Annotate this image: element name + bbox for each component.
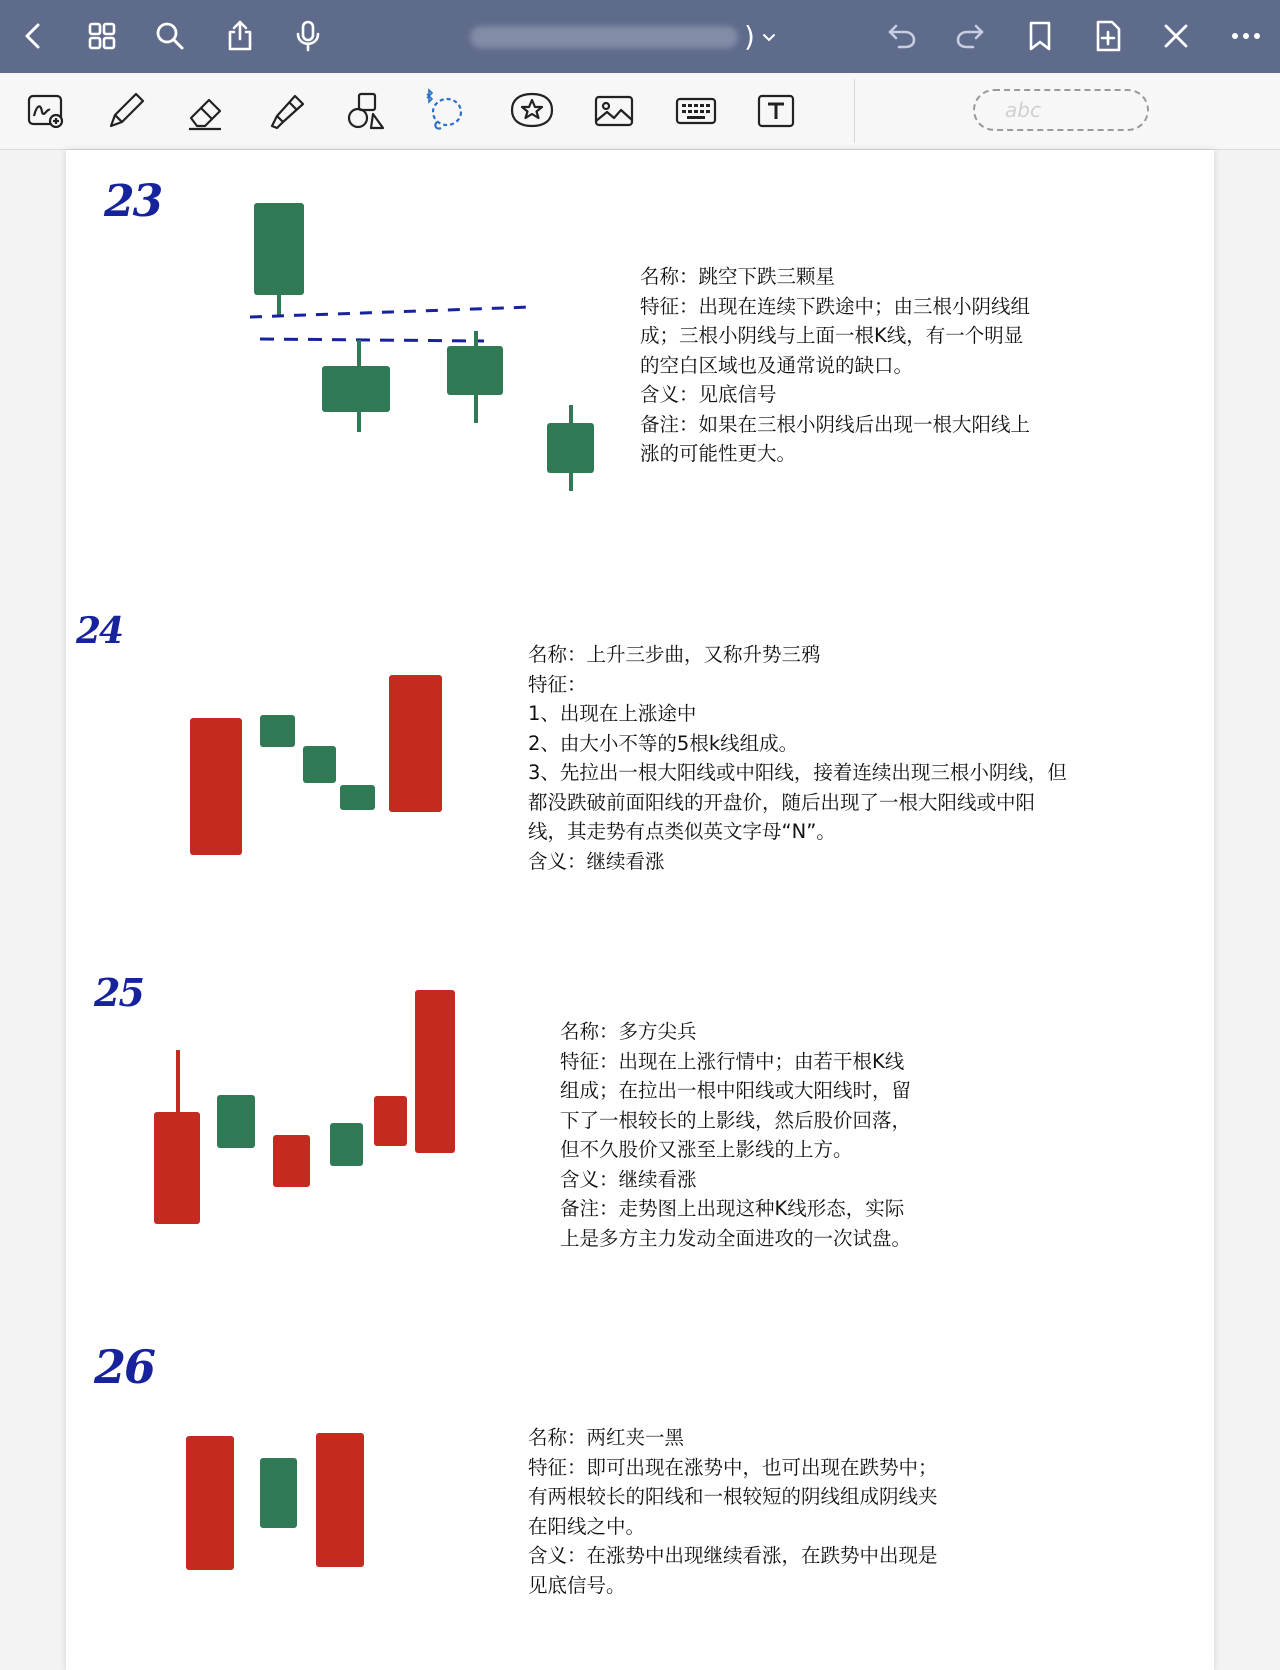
handwriting-recognition-field[interactable]: abc — [973, 89, 1149, 131]
description-line: 特征： — [528, 672, 587, 696]
bullish-candle — [389, 675, 442, 812]
description-line: 3、先拉出一根大阳线或中阳线，接着连续出现三根小阴线，但 — [528, 761, 1067, 784]
add-page-icon[interactable] — [1088, 16, 1128, 56]
bullish-candle — [186, 1436, 234, 1570]
drawing-toolbar — [0, 73, 1280, 150]
search-icon[interactable] — [150, 16, 190, 56]
description-line: 名称：多方尖兵 — [560, 1020, 697, 1043]
description-line: 下了一根较长的上影线，然后股价回落， — [560, 1108, 912, 1132]
description-line: 线，其走势有点类似英文字母“N”。 — [528, 820, 836, 843]
microphone-icon[interactable] — [288, 16, 328, 56]
bullish-candle — [154, 1112, 200, 1224]
description-line: 在阳线之中。 — [528, 1514, 646, 1538]
blurred-title-text — [470, 26, 738, 48]
toolbar-divider — [854, 79, 855, 143]
candlestick-diagram-23 — [166, 195, 626, 515]
description-line: 上是多方主力发动全面进攻的一次试盘。 — [560, 1226, 912, 1250]
bearish-candle — [260, 715, 295, 747]
sticker-icon[interactable] — [508, 87, 556, 135]
section-number: 26 — [94, 1340, 155, 1394]
title-suffix: ) — [744, 20, 755, 53]
bullish-candle — [190, 718, 242, 855]
bearish-candle — [330, 1123, 363, 1166]
shapes-icon[interactable] — [342, 87, 390, 135]
description-line: 含义：继续看涨 — [528, 849, 665, 873]
description-line: 含义：在涨势中出现继续看涨，在跌势中出现是 — [528, 1544, 938, 1567]
more-icon[interactable] — [1226, 16, 1266, 56]
candlestick-diagram-24 — [166, 660, 526, 870]
candlestick-diagram-25 — [136, 990, 536, 1280]
upper-shadow — [176, 1050, 180, 1114]
text-box-icon[interactable] — [752, 87, 800, 135]
bearish-candle — [254, 203, 304, 295]
description-line: 但不久股价又涨至上影线的上方。 — [560, 1138, 853, 1161]
bullish-candle — [415, 990, 455, 1153]
lasso-icon[interactable] — [420, 87, 468, 135]
back-icon[interactable] — [14, 16, 54, 56]
gap-upper-line — [250, 307, 531, 317]
description-line: 含义：继续看涨 — [560, 1167, 697, 1191]
pattern-section-26 — [66, 1340, 1214, 1670]
section-number: 23 — [104, 176, 162, 227]
bearish-candle — [217, 1095, 255, 1148]
chevron-down-icon[interactable] — [761, 21, 777, 53]
pattern-description-24 — [528, 640, 1067, 876]
bullish-candle — [374, 1096, 407, 1146]
description-line: 见底信号。 — [528, 1573, 626, 1597]
description-line: 都没跌破前面阳线的开盘价，随后出现了一根大阳线或中阳 — [528, 790, 1036, 814]
redo-icon[interactable] — [950, 16, 990, 56]
description-line: 特征：出现在连续下跌途中；由三根小阴线组 — [640, 294, 1031, 318]
pattern-section-23 — [66, 150, 1214, 580]
pattern-description-26 — [528, 1423, 938, 1600]
bearish-candle — [447, 346, 503, 395]
bullish-candle — [316, 1433, 364, 1567]
share-icon[interactable] — [220, 16, 260, 56]
close-icon[interactable] — [1156, 16, 1196, 56]
bearish-candle — [547, 423, 594, 473]
description-line: 涨的可能性更大。 — [640, 442, 797, 465]
bearish-candle — [340, 785, 375, 810]
pattern-description-25 — [560, 1017, 911, 1253]
section-number: 24 — [76, 610, 123, 652]
pattern-description-23 — [640, 262, 1030, 469]
description-line: 含义：见底信号 — [640, 383, 777, 406]
description-line: 组成；在拉出一根中阳线或大阳线时，留 — [560, 1079, 912, 1102]
section-number: 25 — [94, 970, 143, 1015]
description-line: 名称：两红夹一黑 — [528, 1426, 685, 1449]
pen-icon[interactable] — [102, 87, 150, 135]
zoom-window-icon[interactable] — [22, 87, 70, 135]
gap-lower-line — [260, 339, 484, 341]
eraser-icon[interactable] — [182, 87, 230, 135]
description-line: 有两根较长的阳线和一根较短的阴线组成阴线夹 — [528, 1485, 938, 1508]
undo-icon[interactable] — [882, 16, 922, 56]
candlestick-diagram-26 — [166, 1430, 386, 1590]
highlighter-icon[interactable] — [262, 87, 310, 135]
description-line: 特征：即可出现在涨势中，也可出现在跌势中； — [528, 1455, 938, 1479]
bearish-candle — [303, 746, 336, 783]
description-line: 的空白区域也及通常说的缺口。 — [640, 353, 914, 377]
description-line: 成；三根小阴线与上面一根K线，有一个明显 — [640, 324, 1024, 347]
image-icon[interactable] — [590, 87, 638, 135]
description-line: 2、由大小不等的5根k线组成。 — [528, 731, 799, 755]
description-line: 特征：出现在上涨行情中；由若干根K线 — [560, 1049, 905, 1073]
bearish-candle — [260, 1458, 297, 1528]
description-line: 备注：如果在三根小阴线后出现一根大阳线上 — [640, 412, 1031, 436]
document-title[interactable] — [470, 20, 770, 52]
bullish-candle — [273, 1135, 310, 1187]
keyboard-icon[interactable] — [672, 87, 720, 135]
grid-icon[interactable] — [82, 16, 122, 56]
lower-shadow — [277, 295, 281, 317]
description-line: 1、出现在上涨途中 — [528, 702, 697, 725]
bearish-candle — [322, 366, 390, 412]
description-line: 名称：跳空下跌三颗星 — [640, 265, 836, 288]
top-navigation-bar — [0, 0, 1280, 73]
description-line: 备注：走势图上出现这种K线形态，实际 — [560, 1197, 905, 1220]
pattern-section-24 — [66, 610, 1214, 930]
note-page — [66, 150, 1214, 1670]
bookmark-icon[interactable] — [1020, 16, 1060, 56]
description-line: 名称：上升三步曲，又称升势三鸦 — [528, 643, 821, 666]
